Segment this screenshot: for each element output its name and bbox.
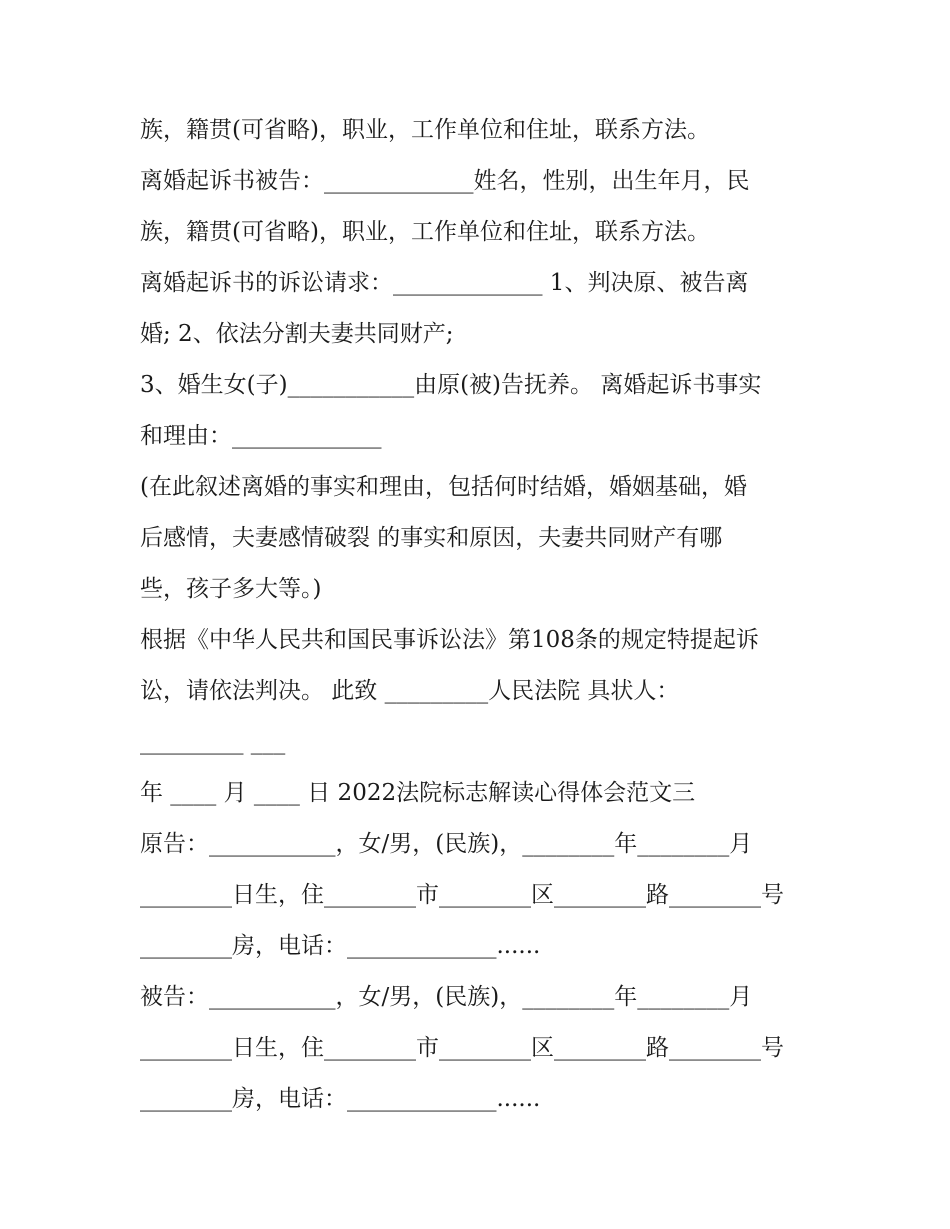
text-line: ________房，电话：_____________...... [140, 1086, 541, 1112]
text-line: 离婚起诉书的诉讼请求：_____________ 1、判决原、被告离 [140, 270, 749, 296]
text-line: 离婚起诉书被告：_____________姓名，性别，出生年月，民 [140, 168, 750, 194]
text-line: 讼，请依法判决。 此致 _________人民法院 具状人： [140, 678, 680, 704]
text-line: 3、婚生女(子)___________由原(被)告抚养。 离婚起诉书事实 [140, 372, 762, 398]
document-body [140, 105, 820, 1125]
text-line: _________ ___ [140, 729, 286, 755]
text-line: 根据《中华人民共和国民事诉讼法》第108条的规定特提起诉 [140, 627, 759, 653]
text-line: 原告：___________，女/男，(民族)，________年________月 [140, 831, 753, 857]
text-line: 后感情，夫妻感情破裂 的事实和原因，夫妻共同财产有哪 [140, 525, 723, 551]
text-line: 年 ____ 月 ____ 日 2022法院标志解读心得体会范文三 [140, 780, 696, 806]
text-line: 族，籍贯(可省略)，职业，工作单位和住址，联系方法。 [140, 117, 710, 143]
text-line: ________日生，住________市________区________路________号 [140, 1035, 784, 1061]
text-line: (在此叙述离婚的事实和理由，包括何时结婚，婚姻基础，婚 [140, 474, 747, 500]
text-line: 族，籍贯(可省略)，职业，工作单位和住址，联系方法。 [140, 219, 710, 245]
text-line: ________日生，住________市________区________路________号 [140, 882, 784, 908]
text-line: 和理由：_____________ [140, 423, 382, 449]
text-line: 被告：___________，女/男，(民族)，________年________月 [140, 984, 753, 1010]
text-line: 婚; 2、依法分割夫妻共同财产; [140, 321, 454, 347]
text-line: ________房，电话：_____________...... [140, 933, 541, 959]
text-line: 些，孩子多大等。) [140, 576, 322, 602]
